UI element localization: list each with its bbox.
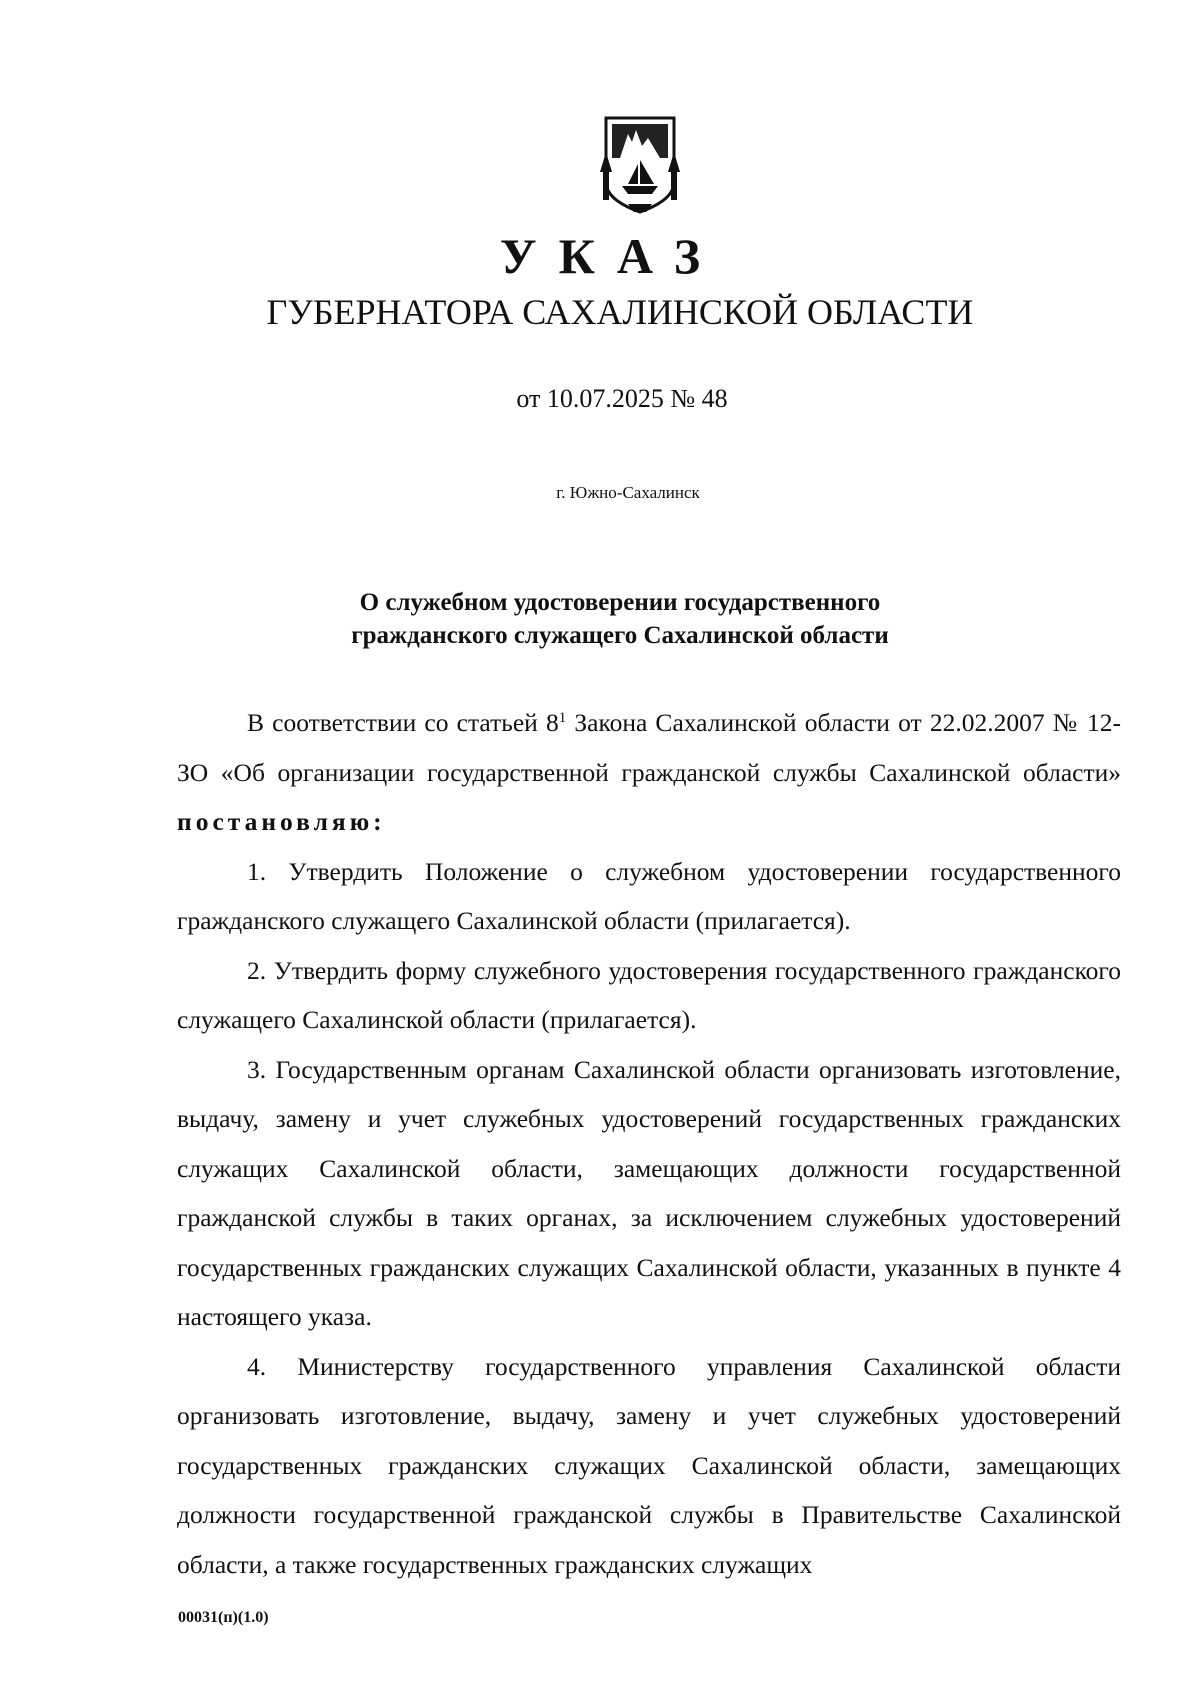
preamble-text: В соответствии со статьей 8 (247, 708, 559, 737)
preamble-paragraph (177, 698, 1121, 847)
document-date-number: от 10.07.2025 № 48 (516, 384, 728, 413)
clause-paragraph: 1. Утвердить Положение о служебном удостоверении государственного гражданского служащего Сахалинской области (прилагается). (177, 856, 1121, 935)
subject-line: О служебном удостоверении государственного (359, 589, 881, 616)
document-type-title: УКАЗ (499, 228, 723, 284)
form-code: 00031(п)(1.0) (178, 1609, 269, 1626)
issuer-title: ГУБЕРНАТОРА САХАЛИНСКОЙ ОБЛАСТИ (266, 292, 974, 332)
document-city: г. Южно-Сахалинск (556, 483, 700, 502)
coat-of-arms-icon (598, 112, 682, 216)
superscript: 1 (558, 710, 567, 726)
clause-paragraph: 2. Утвердить форму служебного удостоверения государственного гражданского служащего Сахалинской области (прилагается). (177, 955, 1121, 1034)
subject-line: гражданского служащего Сахалинской области (351, 622, 889, 649)
decree-word: постановляю: (177, 807, 386, 836)
preamble-text: Закона Сахалинской области от 22.02.2007 № 12-ЗО «Об организации государственной гражданской службы Сахалинской области» (177, 708, 1121, 787)
clause-paragraph: 3. Государственным органам Сахалинской области организовать изготовление, выдачу, замену и учет служебных удостоверений государственных гражданских служащих Сахалинской области, замещающих должности государственной гражданской службы в таких органах, за исключением служебных удостоверений государственных гражданских служащих Сахалинской области, указанных в пункте 4 настоящего указа. (177, 1054, 1121, 1331)
clause-paragraph: 4. Министерству государственного управления Сахалинской области организовать изготовление, выдачу, замену и учет служебных удостоверений государственных гражданских служащих Сахалинской области, замещающих должности государственной гражданской службы в Правительстве Сахалинской области, а также государственных гражданских служащих (177, 1351, 1121, 1579)
document-body (177, 698, 1121, 1589)
document-subject (0, 586, 1200, 652)
